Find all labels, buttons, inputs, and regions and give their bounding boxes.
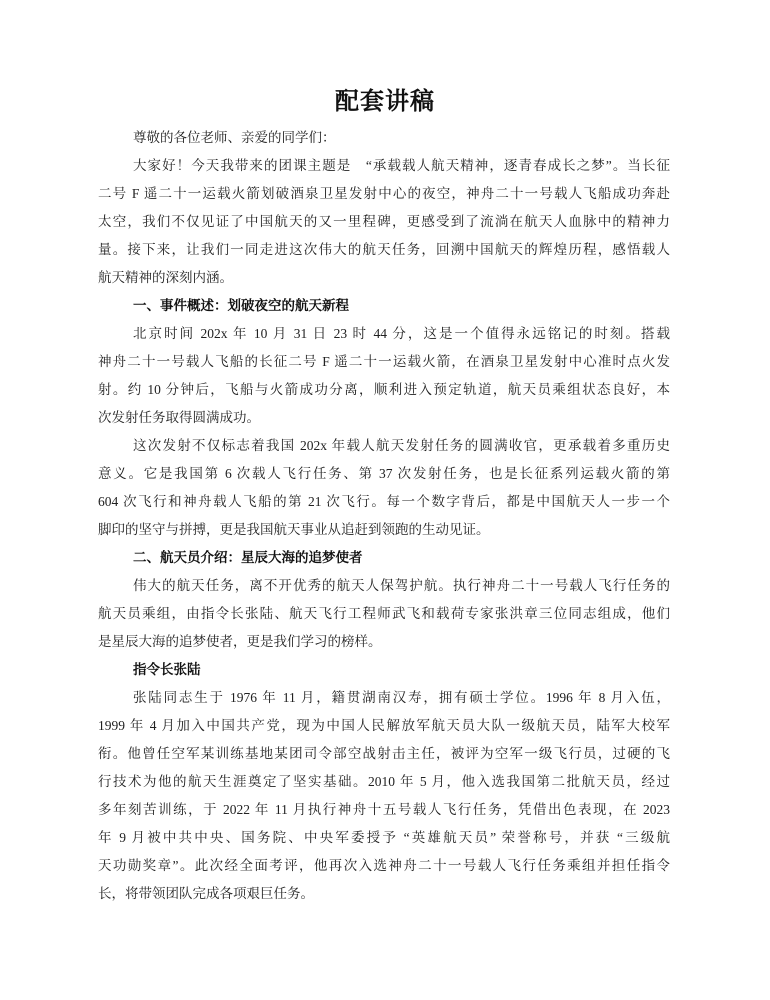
text-line: 神舟二十一号载人飞船的长征二号 F 遥二十一运载火箭，在酒泉卫星发射中心准时点火发	[98, 354, 670, 369]
text-line: 是星辰大海的追梦使者，更是我们学习的榜样。	[98, 634, 382, 649]
heading-text: 一、事件概述：划破夜空的航天新程	[133, 298, 349, 313]
text-line: 604 次飞行和神舟载人飞船的第 21 次飞行。每一个数字背后，都是中国航天人一步一个	[98, 494, 670, 509]
text-line: 大家好！今天我带来的团课主题是 “承载载人航天精神，逐青春成长之梦”。当长征	[133, 158, 670, 173]
text-line: 太空，我们不仅见证了中国航天的又一里程碑，更感受到了流淌在航天人血脉中的精神力	[98, 214, 670, 229]
text-line: 量。接下来，让我们一同走进这次伟大的航天任务，回溯中国航天的辉煌历程，感悟载人	[98, 242, 670, 257]
text-line: 航天员乘组，由指令长张陆、航天飞行工程师武飞和载荷专家张洪章三位同志组成，他们	[98, 606, 670, 621]
text-line: 脚印的坚守与拼搏，更是我国航天事业从追赶到领跑的生动见证。	[98, 522, 490, 537]
text-line: 航天精神的深刻内涵。	[98, 270, 233, 285]
document-body	[98, 124, 670, 908]
text-line: 年 9 月被中共中央、国务院、中央军委授予 “英雄航天员” 荣誉称号，并获 “三级航	[98, 830, 670, 845]
paragraph	[98, 124, 670, 152]
section-heading	[98, 656, 670, 684]
text-line: 长，将带领团队完成各项艰巨任务。	[98, 886, 314, 901]
text-line: 北京时间 202x 年 10 月 31 日 23 时 44 分，这是一个值得永远铭记的时刻。搭载	[133, 326, 670, 341]
paragraph	[98, 320, 670, 432]
text-line: 多年刻苦训练，于 2022 年 11 月执行神舟十五号载人飞行任务，凭借出色表现，在 2023	[98, 802, 670, 817]
heading-text: 指令长张陆	[133, 662, 201, 677]
text-line: 二号 F 遥二十一运载火箭划破酒泉卫星发射中心的夜空，神舟二十一号载人飞船成功奔赴	[98, 186, 670, 201]
text-line: 意义。它是我国第 6 次载人飞行任务、第 37 次发射任务，也是长征系列运载火箭的第	[98, 466, 670, 481]
text-line: 天功勋奖章”。此次经全面考评，他再次入选神舟二十一号载人飞行任务乘组并担任指令	[98, 858, 670, 873]
heading-text: 二、航天员介绍：星辰大海的追梦使者	[133, 550, 363, 565]
text-line: 射。约 10 分钟后，飞船与火箭成功分离，顺利进入预定轨道，航天员乘组状态良好，本	[98, 382, 670, 397]
section-heading	[98, 544, 670, 572]
paragraph	[98, 152, 670, 292]
section-heading	[98, 292, 670, 320]
text-line: 次发射任务取得圆满成功。	[98, 410, 260, 425]
text-line: 尊敬的各位老师、亲爱的同学们：	[133, 130, 336, 145]
paragraph	[98, 572, 670, 656]
text-line: 伟大的航天任务，离不开优秀的航天人保驾护航。执行神舟二十一号载人飞行任务的	[133, 578, 670, 593]
text-line: 衔。他曾任空军某训练基地某团司令部空战射击主任，被评为空军一级飞行员，过硬的飞	[98, 746, 670, 761]
paragraph	[98, 432, 670, 544]
paragraph	[98, 684, 670, 908]
text-line: 1999 年 4 月加入中国共产党，现为中国人民解放军航天员大队一级航天员，陆军大校军	[98, 718, 670, 733]
text-line: 张陆同志生于 1976 年 11 月，籍贯湖南汉寿，拥有硕士学位。1996 年 8 月入伍，	[133, 690, 670, 705]
document-title: 配套讲稿	[335, 89, 435, 115]
text-line: 行技术为他的航天生涯奠定了坚实基础。2010 年 5 月，他入选我国第二批航天员，经过	[98, 774, 670, 789]
text-line: 这次发射不仅标志着我国 202x 年载人航天发射任务的圆满收官，更承载着多重历史	[133, 438, 670, 453]
